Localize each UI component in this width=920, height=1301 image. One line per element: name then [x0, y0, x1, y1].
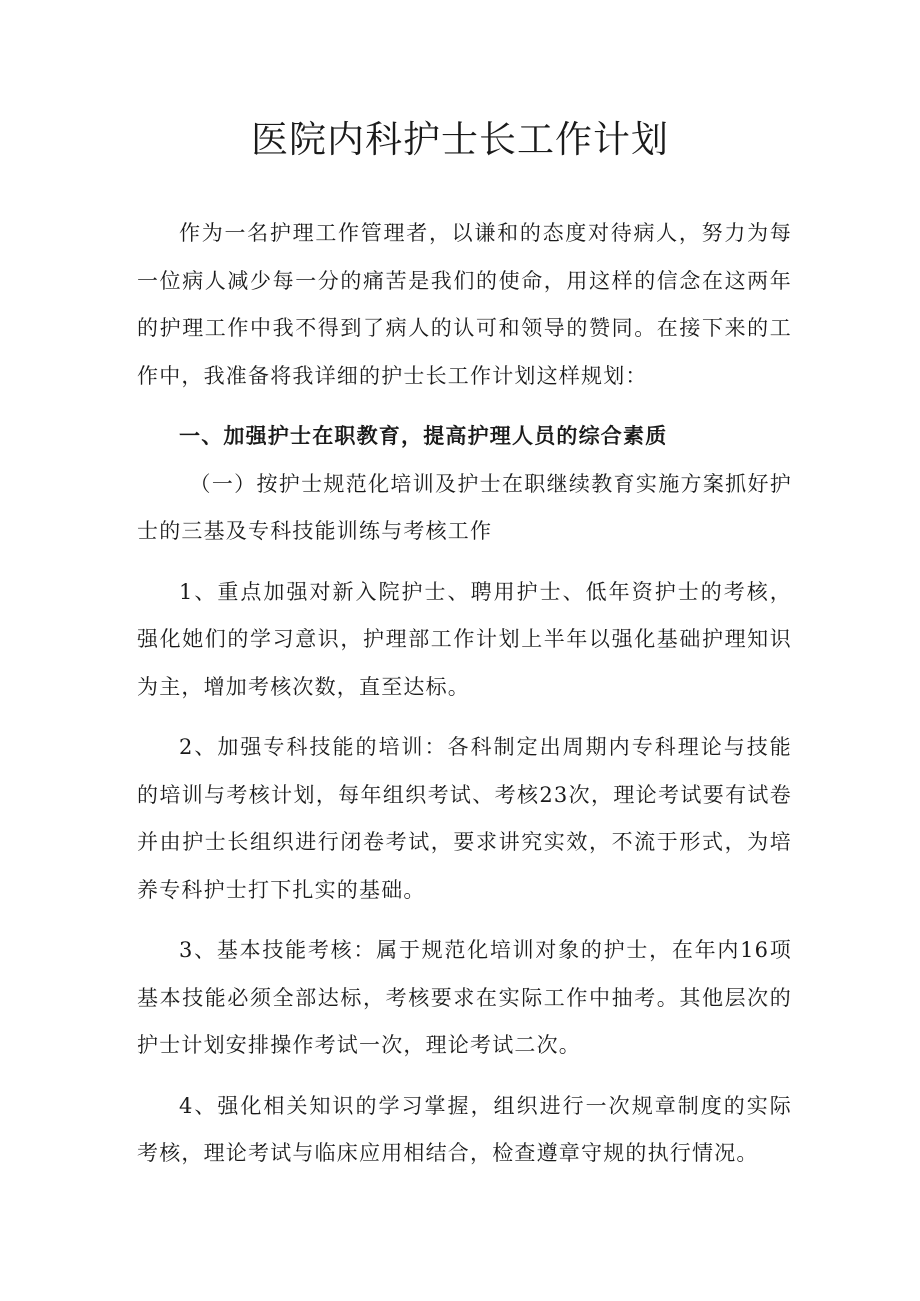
- list-item: 3、基本技能考核：属于规范化培训对象的护士，在年内16项基本技能必须全部达标，考核要求在实际工作中抽考。其他层次的护士计划安排操作考试一次，理论考试二次。: [137, 938, 792, 1057]
- document-body: [137, 210, 792, 1178]
- list-item: 2、加强专科技能的培训：各科制定出周期内专科理论与技能的培训与考核计划，每年组织考试、考核23次，理论考试要有试卷并由护士长组织进行闭卷考试，要求讲究实效，不流于形式，为培养专科护士打下扎实的基础。: [137, 735, 792, 902]
- document-title: 医院内科护士长工作计划: [251, 118, 669, 161]
- list-item: 1、重点加强对新入院护士、聘用护士、低年资护士的考核，强化她们的学习意识，护理部工作计划上半年以强化基础护理知识为主，增加考核次数，直至达标。: [137, 579, 792, 699]
- list-item: 4、强化相关知识的学习掌握，组织进行一次规章制度的实际考核，理论考试与临床应用相结合，检查遵章守规的执行情况。: [137, 1093, 792, 1165]
- subsection-paragraph: （一）按护士规范化培训及护士在职继续教育实施方案抓好护士的三基及专科技能训练与考核工作: [137, 471, 792, 543]
- section-heading: 一、加强护士在职教育，提高护理人员的综合素质: [179, 424, 668, 448]
- intro-paragraph: 作为一名护理工作管理者，以谦和的态度对待病人，努力为每一位病人减少每一分的痛苦是我们的使命，用这样的信念在这两年的护理工作中我不得到了病人的认可和领导的赞同。在接下来的工作中，我准备将我详细的护士长工作计划这样规划：: [137, 221, 792, 388]
